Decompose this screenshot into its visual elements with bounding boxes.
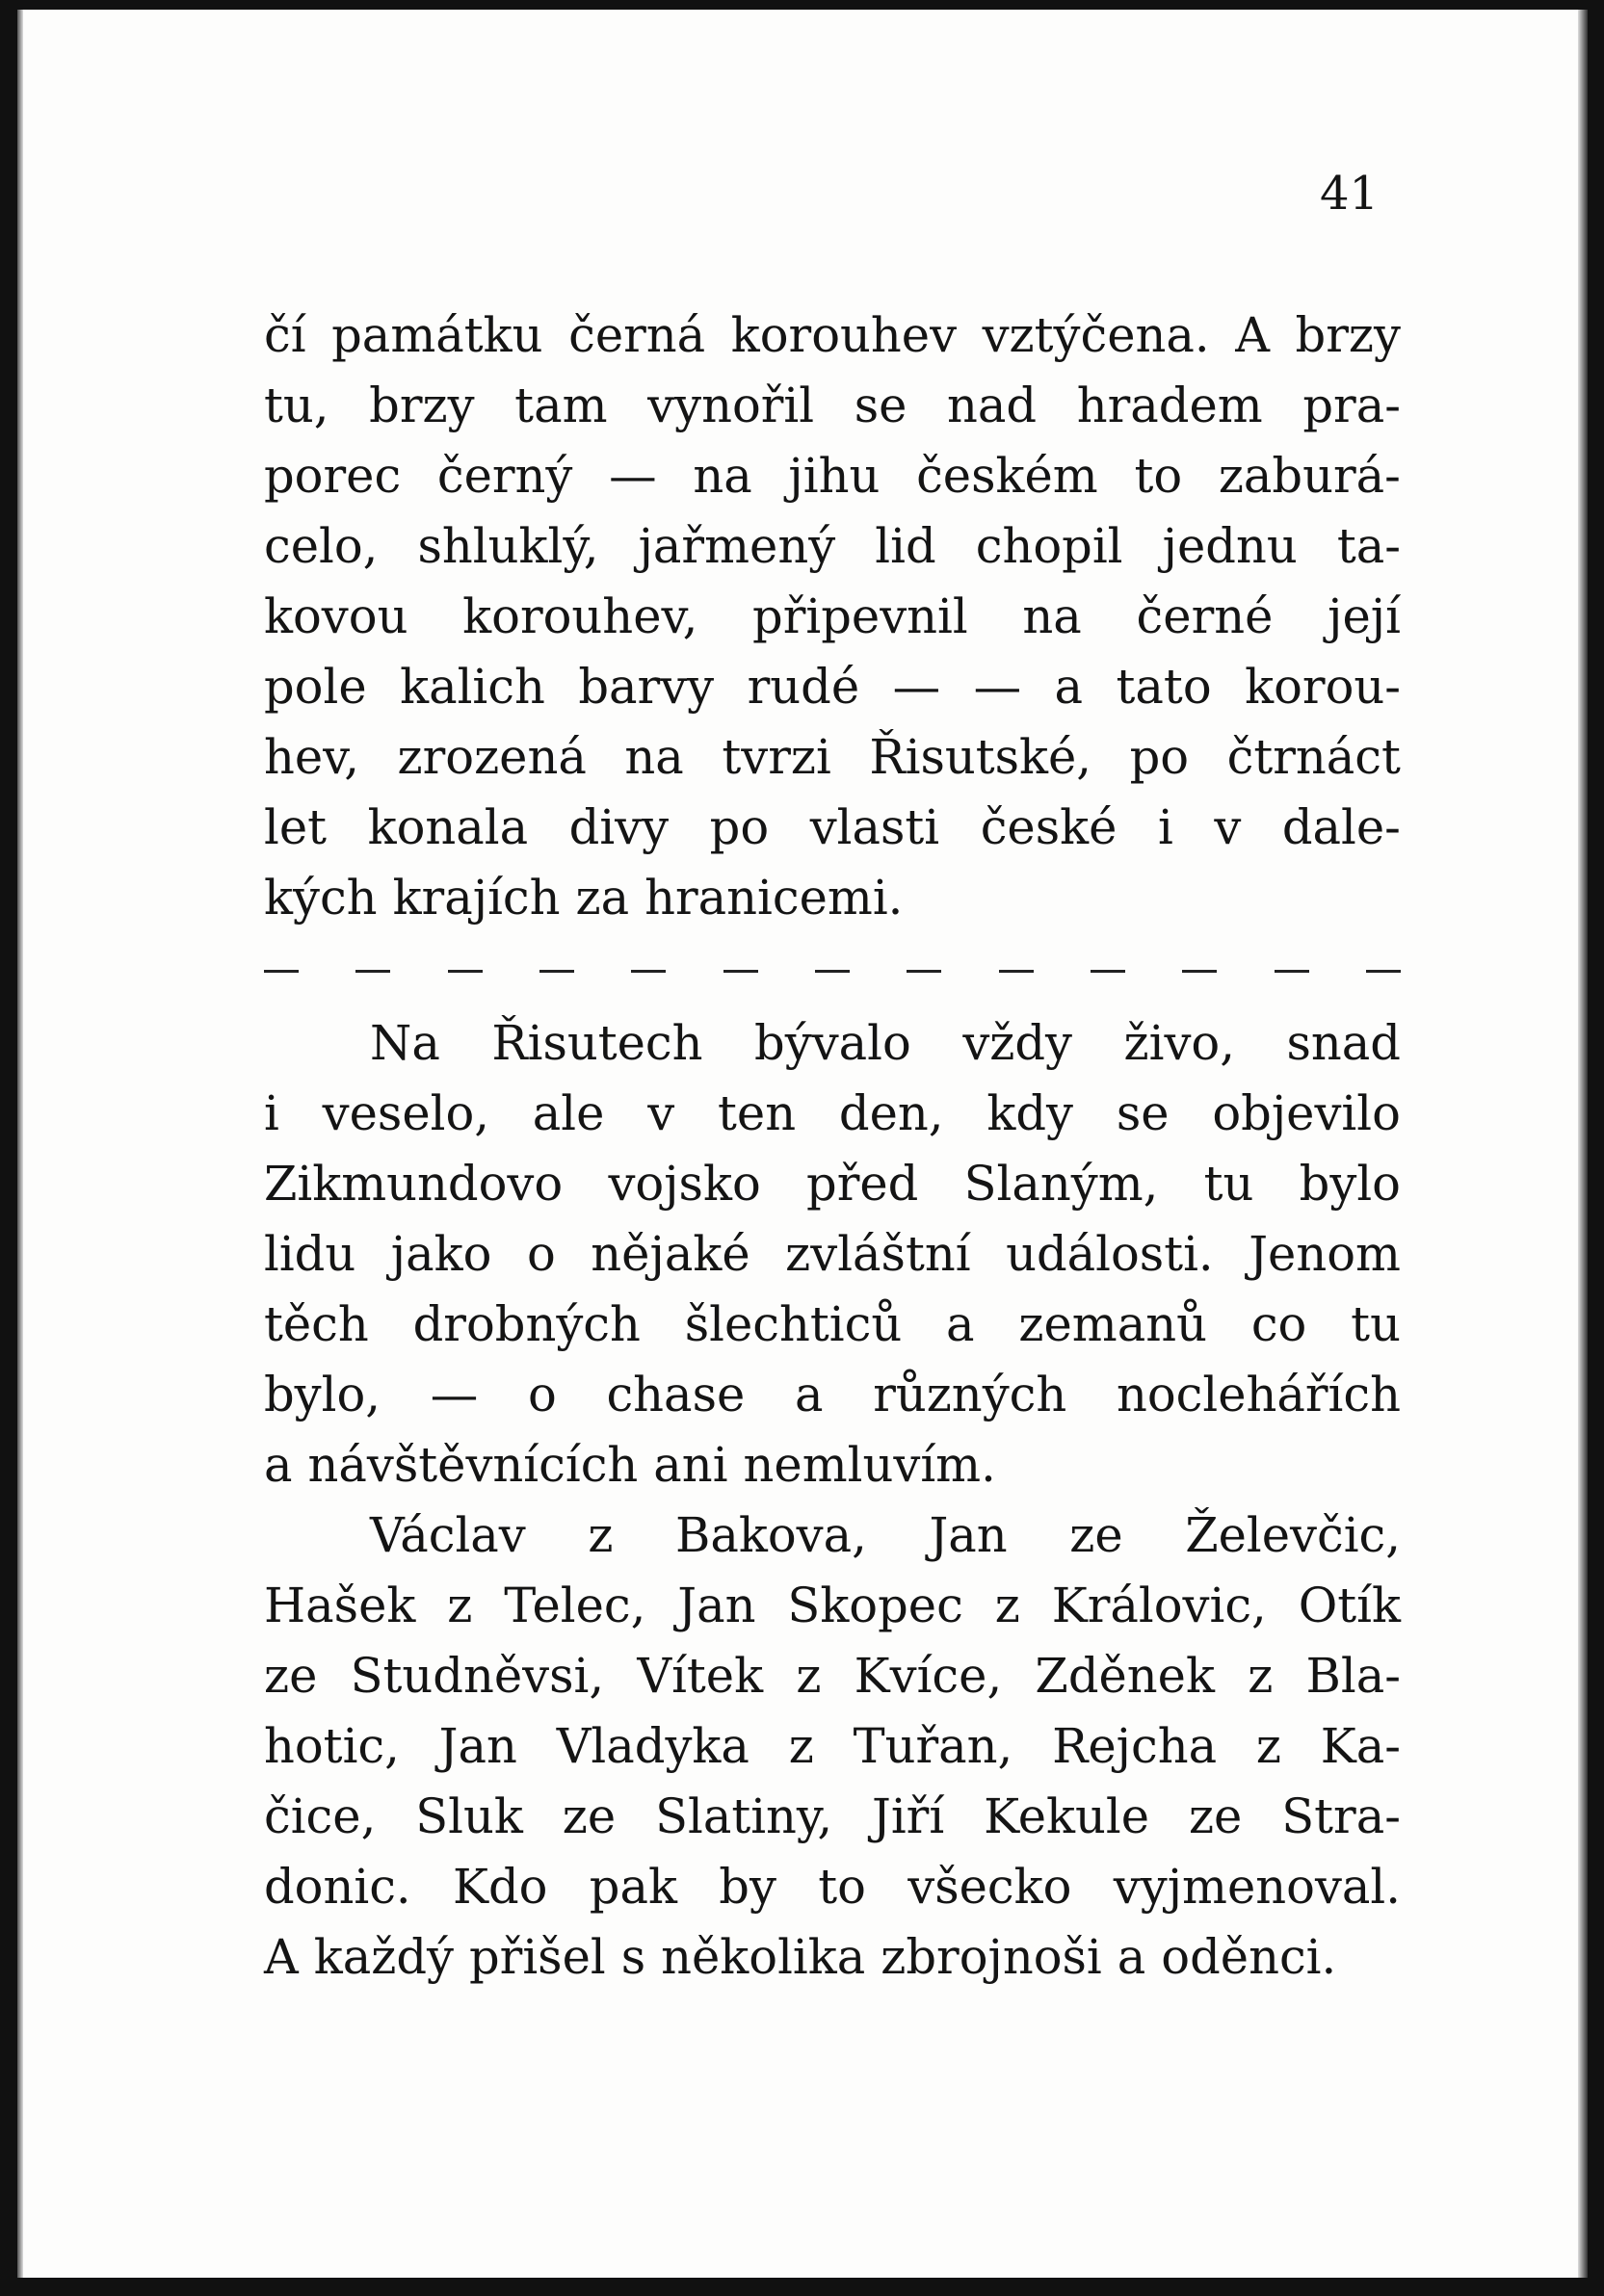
page-number: 41 — [1320, 167, 1380, 221]
separator-dash — [815, 970, 850, 973]
separator-dash — [1275, 970, 1309, 973]
separator-dash — [1182, 970, 1217, 973]
text-line: a návštěvnících ani nemluvím. — [264, 1437, 996, 1493]
section-separator — [264, 933, 1401, 1008]
page-left-edge — [17, 10, 23, 2278]
text-line: pole kalich barvy rudé — — a tato korou- — [264, 659, 1401, 715]
text-line: tu, brzy tam vynořil se nad hradem pra- — [264, 378, 1401, 433]
paragraph-1 — [264, 300, 1401, 933]
separator-dash — [907, 970, 941, 973]
text-line: A každý přišel s několika zbrojnoši a oděnci. — [264, 1929, 1337, 1985]
book-page — [17, 10, 1588, 2278]
text-line: Václav z Bakova, Jan ze Želevčic, — [370, 1507, 1401, 1563]
text-line: porec černý — na jihu českém to zaburá- — [264, 448, 1401, 504]
separator-dash — [723, 970, 758, 973]
text-line: kých krajích za hranicemi. — [264, 870, 904, 926]
text-line: hev, zrozená na tvrzi Řisutské, po čtrnáct — [264, 729, 1401, 785]
separator-dash — [264, 970, 299, 973]
text-line: hotic, Jan Vladyka z Tuřan, Rejcha z Ka- — [264, 1718, 1401, 1774]
separator-dash — [355, 970, 390, 973]
page-right-edge — [1578, 10, 1588, 2278]
text-line: čí památku černá korouhev vztýčena. A brzy — [264, 307, 1401, 363]
text-line: Hašek z Telec, Jan Skopec z Královic, Otík — [264, 1578, 1401, 1633]
text-line: lidu jako o nějaké zvláštní události. Jenom — [264, 1226, 1401, 1282]
text-line: ze Studněvsi, Vítek z Kvíce, Zděnek z Bla- — [264, 1648, 1401, 1704]
text-line: let konala divy po vlasti české i v dale- — [264, 799, 1401, 855]
text-line: donic. Kdo pak by to všecko vyjmenoval. — [264, 1859, 1401, 1915]
text-line: kovou korouhev, připevnil na černé její — [264, 588, 1401, 644]
text-line: i veselo, ale v ten den, kdy se objevilo — [264, 1085, 1401, 1141]
separator-dash — [539, 970, 574, 973]
separator-dash — [631, 970, 666, 973]
separator-dash — [1091, 970, 1125, 973]
text-line: těch drobných šlechticů a zemanů co tu — [264, 1296, 1401, 1352]
paragraph-2 — [264, 1008, 1401, 1500]
text-line: Na Řisutech bývalo vždy živo, snad — [370, 1015, 1401, 1071]
text-line: čice, Sluk ze Slatiny, Jiří Kekule ze Stra- — [264, 1788, 1401, 1844]
text-line: bylo, — o chase a různých noclehářích — [264, 1367, 1401, 1422]
separator-dash — [999, 970, 1034, 973]
separator-dash — [1366, 970, 1401, 973]
separator-dash — [448, 970, 483, 973]
paragraph-3 — [264, 1500, 1401, 1993]
text-line: celo, shluklý, jařmený lid chopil jednu ta- — [264, 518, 1401, 574]
text-line: Zikmundovo vojsko před Slaným, tu bylo — [264, 1156, 1401, 1212]
body-text — [264, 300, 1401, 1993]
